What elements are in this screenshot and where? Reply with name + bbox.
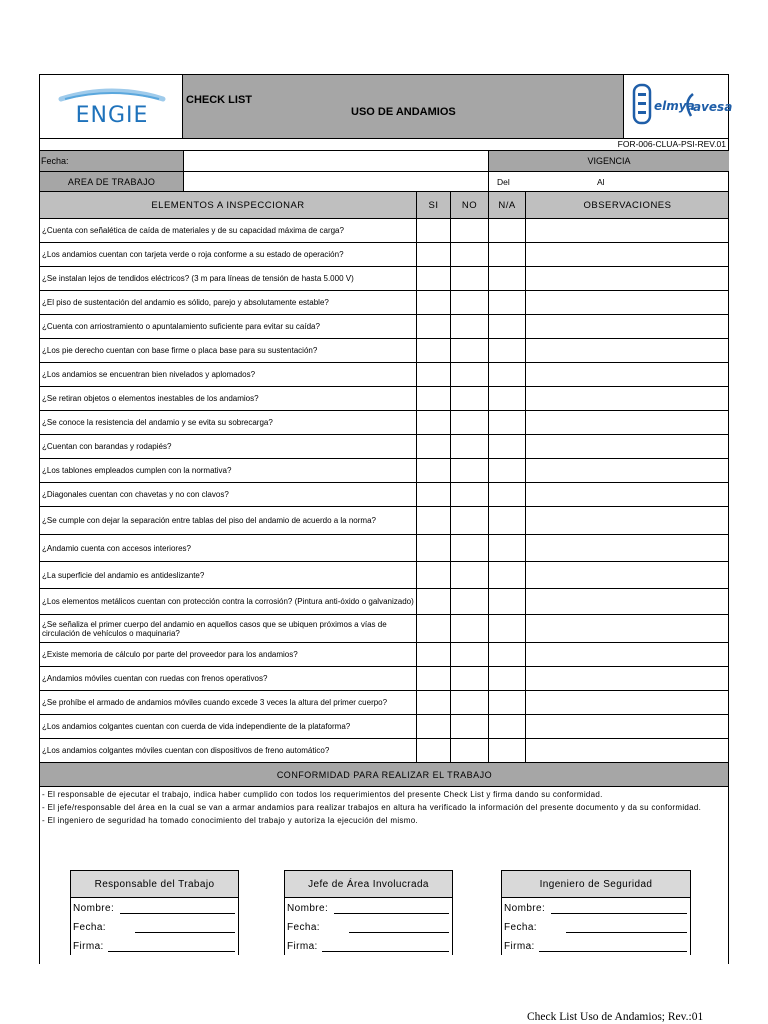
no-cell[interactable]: [450, 387, 488, 410]
firma-label: Firma:: [504, 941, 535, 952]
area-trabajo-row: [40, 172, 728, 192]
fecha-label: Fecha:: [40, 151, 183, 171]
svg-text:ENGIE: ENGIE: [75, 103, 149, 128]
observaciones-cell[interactable]: [525, 507, 729, 534]
svg-text:elmya: elmya: [654, 99, 695, 113]
signature-title: Jefe de Área Involucrada: [285, 871, 452, 898]
na-cell[interactable]: [488, 715, 525, 738]
question-text: ¿Los tablones empleados cumplen con la normativa?: [42, 466, 232, 475]
table-row: [40, 411, 728, 435]
nombre-label: Nombre:: [504, 903, 546, 914]
col-no: NO: [450, 192, 488, 218]
no-cell[interactable]: [450, 715, 488, 738]
conformidad-title: CONFORMIDAD PARA REALIZAR EL TRABAJO: [276, 769, 493, 780]
question-text: ¿Se cumple con dejar la separación entre tablas del piso del andamio de acuerdo a la norma?: [42, 516, 376, 525]
table-row: [40, 643, 728, 667]
firma-label: Firma:: [73, 941, 104, 952]
table-row: [40, 315, 728, 339]
na-cell[interactable]: [488, 667, 525, 690]
col-si: SI: [416, 192, 450, 218]
si-cell[interactable]: [416, 589, 450, 614]
observaciones-cell[interactable]: [525, 363, 729, 386]
vigencia-dates[interactable]: [488, 172, 729, 191]
na-cell[interactable]: [488, 562, 525, 588]
table-row: [40, 291, 728, 315]
na-cell[interactable]: [488, 219, 525, 242]
no-cell[interactable]: [450, 459, 488, 482]
firma-field[interactable]: [285, 936, 452, 955]
si-cell[interactable]: [416, 483, 450, 506]
observaciones-cell[interactable]: [525, 411, 729, 434]
no-cell[interactable]: [450, 363, 488, 386]
no-cell[interactable]: [450, 411, 488, 434]
no-cell[interactable]: [450, 691, 488, 714]
observaciones-cell[interactable]: [525, 339, 729, 362]
si-cell[interactable]: [416, 535, 450, 561]
checklist-sheet: [39, 74, 733, 964]
nombre-label: Nombre:: [73, 903, 115, 914]
no-cell[interactable]: [450, 339, 488, 362]
observaciones-cell[interactable]: [525, 667, 729, 690]
si-cell[interactable]: [416, 387, 450, 410]
svg-text:avesa: avesa: [693, 100, 733, 114]
area-trabajo-input[interactable]: [183, 172, 488, 191]
na-cell[interactable]: [488, 535, 525, 561]
na-cell[interactable]: [488, 291, 525, 314]
si-cell[interactable]: [416, 739, 450, 762]
no-cell[interactable]: [450, 507, 488, 534]
question-text: ¿Cuentan con barandas y rodapiés?: [42, 442, 172, 451]
firma-field[interactable]: [502, 936, 690, 955]
na-cell[interactable]: [488, 483, 525, 506]
conformidad-p2: - El jefe/responsable del área en la cual se van a armar andamios para realizar trabajos en altura ha verificado la información del presente documento y da su conformidad.: [42, 803, 702, 812]
fecha-label: Fecha:: [504, 922, 537, 933]
observaciones-cell[interactable]: [525, 739, 729, 762]
inspection-table-header: [40, 192, 728, 219]
table-row: [40, 363, 728, 387]
na-cell[interactable]: [488, 507, 525, 534]
na-cell[interactable]: [488, 363, 525, 386]
table-row: [40, 267, 728, 291]
si-cell[interactable]: [416, 363, 450, 386]
footer-text: Check List Uso de Andamios; Rev.:01: [527, 1011, 704, 1023]
question-text: ¿Andamios móviles cuentan con ruedas con frenos operativos?: [42, 674, 268, 683]
signature-title: Responsable del Trabajo: [71, 871, 238, 898]
question-text: ¿Se conoce la resistencia del andamio y se evita su sobrecarga?: [42, 418, 273, 427]
vigencia-label: VIGENCIA: [488, 151, 729, 171]
na-cell[interactable]: [488, 411, 525, 434]
nombre-field[interactable]: [502, 898, 690, 917]
no-cell[interactable]: [450, 435, 488, 458]
si-cell[interactable]: [416, 339, 450, 362]
firma-field[interactable]: [71, 936, 238, 955]
si-cell[interactable]: [416, 411, 450, 434]
no-cell[interactable]: [450, 243, 488, 266]
na-cell[interactable]: [488, 243, 525, 266]
question-text: ¿Se instalan lejos de tendidos eléctricos? (3 m para líneas de tensión de hasta 5.000 V): [42, 274, 354, 283]
si-cell[interactable]: [416, 615, 450, 642]
question-text: ¿El piso de sustentación del andamio es sólido, parejo y absolutamente estable?: [42, 298, 329, 307]
observaciones-cell[interactable]: [525, 243, 729, 266]
fecha-label: Fecha:: [287, 922, 320, 933]
checklist-label: CHECK LIST: [186, 94, 252, 106]
question-text: ¿Los andamios cuentan con tarjeta verde o roja conforme a su estado de operación?: [42, 250, 344, 259]
engie-logo: [40, 75, 183, 138]
inspection-rows: [40, 219, 728, 763]
observaciones-cell[interactable]: [525, 562, 729, 588]
observaciones-cell[interactable]: [525, 615, 729, 642]
na-cell[interactable]: [488, 387, 525, 410]
table-row: [40, 615, 728, 643]
no-cell[interactable]: [450, 483, 488, 506]
table-row: [40, 562, 728, 589]
observaciones-cell[interactable]: [525, 715, 729, 738]
table-row: [40, 243, 728, 267]
table-row: [40, 459, 728, 483]
si-cell[interactable]: [416, 691, 450, 714]
si-cell[interactable]: [416, 315, 450, 338]
question-text: ¿Diagonales cuentan con chavetas y no con clavos?: [42, 490, 229, 499]
del-label: Del: [497, 177, 510, 187]
si-cell[interactable]: [416, 667, 450, 690]
observaciones-cell[interactable]: [525, 483, 729, 506]
no-cell[interactable]: [450, 267, 488, 290]
na-cell[interactable]: [488, 739, 525, 762]
fecha-field[interactable]: [71, 917, 238, 936]
na-cell[interactable]: [488, 643, 525, 666]
si-cell[interactable]: [416, 643, 450, 666]
observaciones-cell[interactable]: [525, 315, 729, 338]
no-cell[interactable]: [450, 667, 488, 690]
table-row: [40, 715, 728, 739]
conformidad-text: [40, 787, 728, 825]
question-text: ¿Los andamios colgantes cuentan con cuerda de vida independiente de la plataforma?: [42, 722, 351, 731]
question-text: ¿Los andamios se encuentran bien nivelados y aplomados?: [42, 370, 256, 379]
table-row: [40, 667, 728, 691]
si-cell[interactable]: [416, 243, 450, 266]
observaciones-cell[interactable]: [525, 535, 729, 561]
question-text: ¿Cuenta con señalética de caída de materiales y de su capacidad máxima de carga?: [42, 226, 344, 235]
no-cell[interactable]: [450, 535, 488, 561]
signature-jefe-area: [284, 870, 453, 955]
fecha-row: [40, 151, 728, 172]
observaciones-cell[interactable]: [525, 267, 729, 290]
table-row: [40, 435, 728, 459]
na-cell[interactable]: [488, 615, 525, 642]
na-cell[interactable]: [488, 435, 525, 458]
signature-ingeniero: [501, 870, 691, 955]
conformidad-p3: - El ingeniero de seguridad ha tomado conocimiento del trabajo y autoriza la ejecución del mismo.: [42, 816, 418, 825]
area-trabajo-label: AREA DE TRABAJO: [40, 172, 183, 191]
no-cell[interactable]: [450, 291, 488, 314]
no-cell[interactable]: [450, 589, 488, 614]
fecha-input[interactable]: [183, 151, 488, 171]
si-cell[interactable]: [416, 562, 450, 588]
document-code: FOR-006-CLUA-PSI-REV.01: [40, 139, 728, 151]
na-cell[interactable]: [488, 691, 525, 714]
no-cell[interactable]: [450, 643, 488, 666]
na-cell[interactable]: [488, 315, 525, 338]
question-text: ¿Los elementos metálicos cuentan con protección contra la corrosión? (Pintura anti-óxido o galvanizado): [42, 597, 414, 606]
observaciones-cell[interactable]: [525, 291, 729, 314]
question-text: ¿Se señaliza el primer cuerpo del andamio en aquellos casos que se ubiquen próximos a vías de circulación de vehículos o maquinaria?: [42, 619, 387, 638]
conformidad-p1: - El responsable de ejecutar el trabajo, indica haber cumplido con todos los requerimientos del presente Check List y firma dando su conformidad.: [42, 790, 603, 799]
na-cell[interactable]: [488, 339, 525, 362]
no-cell[interactable]: [450, 615, 488, 642]
elmya-cavesa-logo: [625, 75, 733, 138]
observaciones-cell[interactable]: [525, 459, 729, 482]
nombre-field[interactable]: [285, 898, 452, 917]
no-cell[interactable]: [450, 219, 488, 242]
na-cell[interactable]: [488, 589, 525, 614]
al-label: Al: [597, 177, 605, 187]
observaciones-cell[interactable]: [525, 435, 729, 458]
si-cell[interactable]: [416, 507, 450, 534]
si-cell[interactable]: [416, 267, 450, 290]
col-elementos: ELEMENTOS A INSPECCIONAR: [151, 199, 305, 211]
no-cell[interactable]: [450, 562, 488, 588]
table-row: [40, 387, 728, 411]
elmya-cavesa-logo-icon: [633, 82, 733, 130]
table-row: [40, 219, 728, 243]
na-cell[interactable]: [488, 459, 525, 482]
question-text: ¿Existe memoria de cálculo por parte del proveedor para los andamios?: [42, 650, 298, 659]
question-text: ¿Se prohíbe el armado de andamios móviles cuando excede 3 veces la altura del primer cuerpo?: [42, 698, 388, 707]
si-cell[interactable]: [416, 715, 450, 738]
question-text: ¿Cuenta con arriostramiento o apuntalamiento suficiente para evitar su caída?: [42, 322, 320, 331]
no-cell[interactable]: [450, 739, 488, 762]
observaciones-cell[interactable]: [525, 387, 729, 410]
nombre-label: Nombre:: [287, 903, 329, 914]
firma-label: Firma:: [287, 941, 318, 952]
si-cell[interactable]: [416, 219, 450, 242]
nombre-field[interactable]: [71, 898, 238, 917]
table-row: [40, 691, 728, 715]
title-block: [183, 75, 624, 138]
fecha-field[interactable]: [285, 917, 452, 936]
si-cell[interactable]: [416, 459, 450, 482]
table-row: [40, 739, 728, 763]
engie-logo-icon: [55, 89, 169, 128]
question-text: ¿Los andamios colgantes móviles cuentan con dispositivos de freno automático?: [42, 746, 330, 755]
question-text: ¿Andamio cuenta con accesos interiores?: [42, 543, 191, 553]
si-cell[interactable]: [416, 435, 450, 458]
question-text: ¿Los pie derecho cuentan con base firme o placa base para su sustentación?: [42, 346, 318, 355]
col-na: N/A: [488, 192, 525, 218]
signature-responsable: [70, 870, 239, 955]
signature-title: Ingeniero de Seguridad: [502, 871, 690, 898]
no-cell[interactable]: [450, 315, 488, 338]
na-cell[interactable]: [488, 267, 525, 290]
table-row: [40, 339, 728, 363]
table-row: [40, 483, 728, 507]
fecha-field[interactable]: [502, 917, 690, 936]
si-cell[interactable]: [416, 291, 450, 314]
observaciones-cell[interactable]: [525, 219, 729, 242]
fecha-label: Fecha:: [73, 922, 106, 933]
question-text: ¿Se retiran objetos o elementos inestables de los andamios?: [42, 394, 259, 403]
question-text: ¿La superficie del andamio es antideslizante?: [42, 570, 205, 580]
table-row: [40, 589, 728, 615]
col-observaciones: OBSERVACIONES: [525, 192, 729, 218]
document-title: USO DE ANDAMIOS: [351, 106, 456, 118]
table-row: [40, 535, 728, 562]
observaciones-cell[interactable]: [525, 589, 729, 614]
observaciones-cell[interactable]: [525, 691, 729, 714]
table-row: [40, 507, 728, 535]
conformidad-header: [40, 763, 728, 787]
observaciones-cell[interactable]: [525, 643, 729, 666]
document-header: [40, 75, 733, 139]
